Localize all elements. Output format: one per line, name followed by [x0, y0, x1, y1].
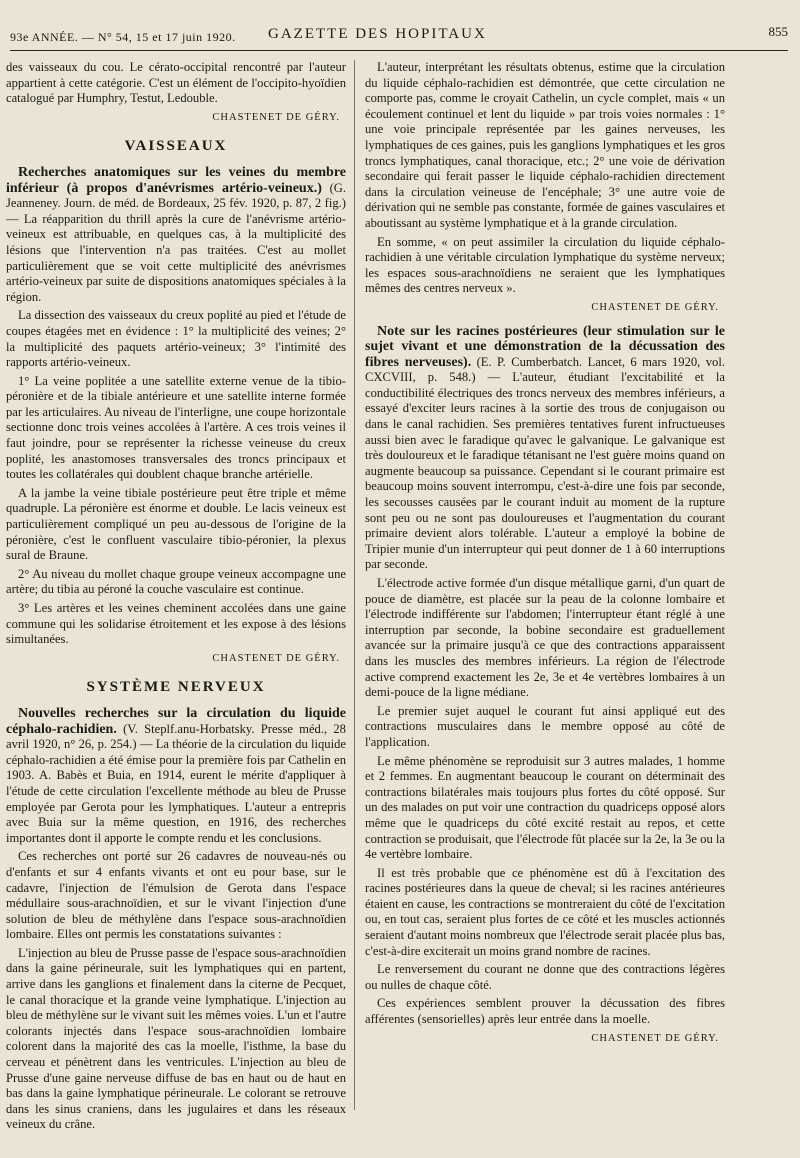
article-title: Recherches anatomiques sur les veines du membre inférieur (à propos d'anévrismes artério-veineux.): [6, 164, 346, 196]
article-paragraph: Le premier sujet auquel le courant fut ainsi appliqué eut des contractions musculaires dans le membre opposé au côté de l'application.: [365, 703, 725, 749]
article-reference: (E. P. Cumberbatch. Lancet, 6 mars 1920, vol. CXCVIII, p. 548.): [365, 354, 725, 385]
article-paragraph: L'auteur, interprétant les résultats obtenus, estime que la circulation du liquide céphalo-rachidien est démontrée, que cette circulation ne comporte pas, comme le croyait Cathelin, un cycle complet, mais « un écoulement continuel et lent du liquide » par trois voies normales : 1° une voie principale représentée par les gaines nerveuses, les lymphatiques de ces gaines, puis les ganglions lymphatiques et les gros troncs lymphatiques, canal thoracique, etc.; 2° une voie de dérivation secondaire qui ferait passer le liquide céphalo-rachidien directement dans la circulation veineuse de l'encéphale; 3° une autre voie de dérivation qui ne semble pas constante, formée de gaines vasculaires et aboutissant au système lymphatique et à la grande circulation.: [365, 60, 725, 230]
article-paragraph: Le renversement du courant ne donne que des contractions légères ou nulles de chaque côté.: [365, 962, 725, 992]
article-paragraph: 3° Les artères et les veines cheminent accolées dans une gaine commune qui les solidarise étroitement et les expose à des lésions simultanées.: [6, 601, 346, 647]
article-paragraph: A la jambe la veine tibiale postérieure peut être triple et même quadruple. La péronière est énorme et double. Le lacis veineux est particulièrement compliqué un peu au-dessous de l'origine de la péronière, c'est le confluent vasculaire tibio-péronier, la plexus sural de Braune.: [6, 485, 346, 563]
article-reference: (V. Steplf.anu-Horbatsky. Presse méd., 28 avril 1920, n° 26, p. 254.): [6, 721, 346, 752]
right-column: [365, 60, 725, 1054]
article-paragraph: Il est très probable que ce phénomène est dû à l'excitation des racines postérieures dans la queue de cheval; si les racines antérieures étaient en cause, les contractions se montreraient du côté de l'excitation ou, en tout cas, seraient plus fortes de ce côté et les muscles actionnés seraient d'autant moins nombreux que l'électrode serait placée plus bas, c'est-à-dire exciterait un moins grand nombre de racines.: [365, 865, 725, 958]
column-divider: [354, 60, 355, 1110]
article-paragraph: Ces recherches ont porté sur 26 cadavres de nouveau-nés ou d'enfants et sur 4 enfants vivants et ont eu pour base, sur le cadavre, l'injection de l'émulsion de Gerota dans l'espace médullaire sous-arachnoïdien, et sur le vivant l'injection d'une solution de bleu de méthylène dans l'espace sous-arachnoïdien lombaire. Elles ont permis les constatations suivantes :: [6, 849, 346, 942]
article-paragraph: Ces expériences semblent prouver la décussation des fibres afférentes (sensorielles) après leur entrée dans la moelle.: [365, 996, 725, 1027]
article-paragraph: Le même phénomène se reproduisit sur 3 autres malades, 1 homme et 2 femmes. En augmentant beaucoup le courant on déterminait des contractions bilatérales mais toujours plus fortes du côté opposé. Sur un des malades on put voir une contraction du quadriceps opposé alors même que le quadriceps du côté excité restait au repos, et cette contraction se produisait, que l'électrode fût placée sur la 2e, la 3e ou la 4e vertèbre lombaire.: [365, 753, 725, 862]
article-reference: (G. Jeanneney. Journ. de méd. de Bordeaux, 25 fév. 1920, p. 87, 2 fig.): [6, 180, 346, 211]
article-paragraph: 2° Au niveau du mollet chaque groupe veineux accompagne une artère; du tibia au péroné la couche vasculaire est continue.: [6, 566, 346, 597]
page-number: 855: [768, 24, 788, 39]
article-paragraph: L'injection au bleu de Prusse passe de l'espace sous-arachnoïdien dans la gaine périneurale, suit les lymphatiques qui en partent, arrive dans les ganglions et finalement dans la citerne de Pecquet, le canal thoracique et la grande veine lymphatique. L'injection au bleu de méthylène sur le vivant suit les mêmes voies. L'un et l'autre colorants injectés dans l'espace sous-arachnoïdien lombaire colorent dans la majorité des cas la moelle, l'isthme, la base du cerveau et pénètrent dans les ventricules. L'injection au bleu de Prusse d'une gaine nerveuse diffuse de bas en haut ou de haut en bas dans la gaine lymphatique périneurale. Le colorant se retrouve dans les sinus craniens, dans les jugulaires et dans les réseaux veineux du crâne.: [6, 945, 346, 1132]
article-paragraph: En somme, « on peut assimiler la circulation du liquide céphalo-rachidien à une véritable circulation lymphatique du système nerveux; les espaces sous-arachnoïdiens ne seraient que les lymphatiques mêmes des centres nerveux ».: [365, 234, 725, 296]
author-signature: CHASTENET DE GÉRY.: [591, 1032, 719, 1044]
article-text: — La théorie de la circulation du liquide céphalo-rachidien a été émise pour la première fois par Cathelin en 1903. A. Babès et Buia, en 1914, eurent le mérite d'appliquer à l'étude de cette circulation l'excellente méthode au bleu de Prusse employée par Gerota pour les lymphatiques. L'auteur a entrepris avec Buia sur la même question, en 1916, des recherches importantes dont il apporte le compte rendu et les conclusions.: [6, 737, 346, 845]
intro-paragraph: des vaisseaux du cou. Le cérato-occipital rencontré par l'auteur appartient à cette catégorie. C'est un élément de l'occipito-hyoïdien catalogué par Humphry, Testut, Ledouble.: [6, 60, 346, 106]
left-column: [6, 60, 346, 1136]
article-text: — La réapparition du thrill après la cure de l'anévrisme artério-veineux est attribuable, en quelques cas, à la multiplicité des lésions que l'intervention n'a pas traitées. C'est au mollet particulièrement que se voit cette multiplicité des anévrismes artério-veineux par suite de dispositions anatomiques spéciales à la région.: [6, 211, 346, 304]
issue-info: 93e ANNÉE. — N° 54, 15 et 17 juin 1920.: [10, 30, 236, 44]
article-paragraph: 1° La veine poplitée a une satellite externe venue de la tibio-péronière et de la tibiale antérieure et une satellite interne formée par les articulaires. Au niveau de l'interligne, une coupe horizontale sectionne donc trois veines accolées à l'artère. A ces trois veines il faut joindre, pour se représenter la richesse veineuse du creux poplité, les anastomoses transversales des troncs principaux et toutes les collatérales qui doublent chaque branche artérielle.: [6, 373, 346, 482]
section-heading-vaisseaux: VAISSEAUX: [124, 138, 228, 155]
author-signature: CHASTENET DE GÉRY.: [212, 111, 340, 123]
author-signature: CHASTENET DE GÉRY.: [212, 652, 340, 664]
page-header: [10, 20, 788, 51]
article-paragraph: L'électrode active formée d'un disque métallique garni, d'un quart de pouce de diamètre, est placée sur la peau de la colonne lombaire et l'électrode indifférente sur l'abdomen; l'interrupteur étant réglé à une interruption par seconde, la bobine secondaire est graduellement avancée sur la primaire jusqu'à ce que des contractions apparaissent dans les muscles des membres inférieurs. La région de l'électrode active comprend exactement les 2e, 3e et 4e vertèbres lombaires à un demi-pouce de la ligne médiane.: [365, 576, 725, 700]
article-title: Nouvelles recherches sur la circulation du liquide céphalo-rachidien.: [6, 705, 346, 737]
article-paragraph: La dissection des vaisseaux du creux poplité au pied et l'étude de coupes étagées met en évidence : 1° la multiplicité des veines; 2° la multiplicité des paquets artério-veineux; 3° l'intimité des rapports artério-veineux.: [6, 308, 346, 370]
article-title: Note sur les racines postérieures (leur stimulation sur le sujet vivant et une démonstration de la décussation des fibres nerveuses).: [365, 323, 725, 370]
journal-title: GAZETTE DES HOPITAUX: [268, 26, 487, 42]
author-signature: CHASTENET DE GÉRY.: [591, 301, 719, 313]
article-text: — L'auteur, étudiant l'excitabilité et la conductibilité électriques des troncs nerveux des membres inférieurs, a essayé d'exciter leurs racines à la sortie des trous de conjugaison ou dans le canal rachidien. Ses premières tentatives furent infructueuses aussi bien avec le faradique qu'avec le galvanique. Le galvanique est très douloureux et le faradique tétanisant ne l'est guère moins quand on augmente beaucoup sa puissance. Cependant si le courant primaire est beaucoup moins souvent interrompu, c'est-à-dire une fois par seconde, les secousses causées par le courant induit au moment de la rupture sont peu ou ne sont pas douloureuses et l'augmentation du courant primaire devient alors tolérable. L'auteur a employé la bobine de Tripier munie d'un interrupteur qui peut donner de 1 à 60 interruptions par seconde.: [365, 370, 725, 572]
section-heading-systeme-nerveux: SYSTÈME NERVEUX: [86, 679, 266, 696]
